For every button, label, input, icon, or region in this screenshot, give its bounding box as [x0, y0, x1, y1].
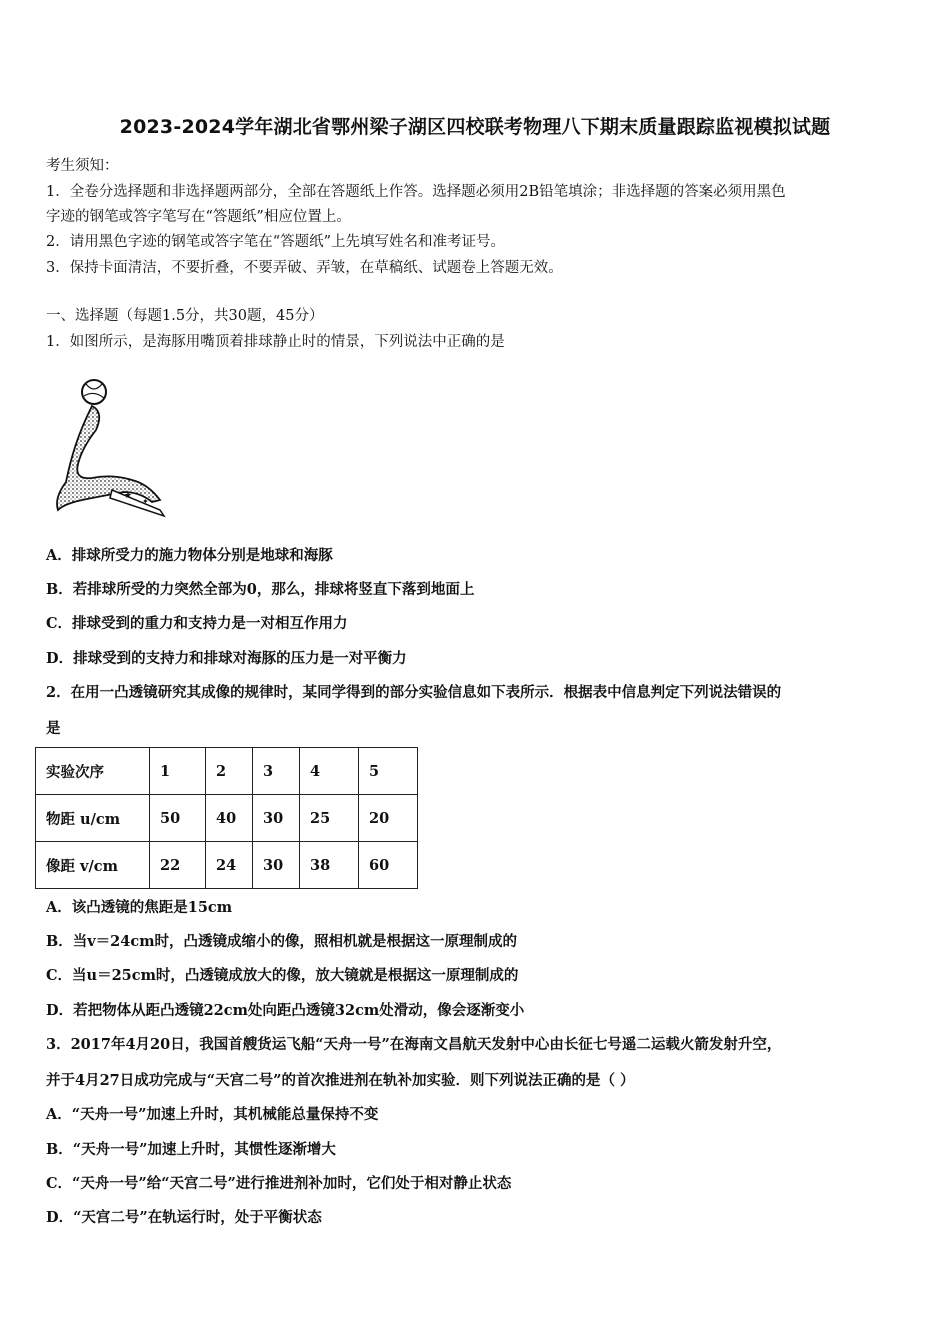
- table-cell: 像距 v/cm: [36, 842, 150, 889]
- table-cell: 20: [359, 795, 418, 842]
- q2-stem-line2: 是: [46, 720, 61, 737]
- q2-option-a: A．该凸透镜的焦距是15cm: [46, 899, 233, 916]
- section-heading: 一、选择题（每题1.5分，共30题，45分）: [46, 308, 324, 324]
- table-cell: 实验次序: [36, 748, 150, 795]
- table-row: [36, 795, 418, 842]
- page-title: 2023-2024学年湖北省鄂州梁子湖区四校联考物理八下期末质量跟踪监视模拟试题: [119, 116, 831, 138]
- table-cell: 22: [150, 842, 206, 889]
- q3-stem-line2: 并于4月27日成功完成与“天宫二号”的首次推进剂在轨补加实验．则下列说法正确的是（ ）: [46, 1072, 635, 1089]
- q3-option-d: D．“天宫二号”在轨运行时，处于平衡状态: [46, 1209, 322, 1226]
- table-row: [36, 842, 418, 889]
- table-cell: 3: [253, 748, 300, 795]
- table-cell: 5: [359, 748, 418, 795]
- table-cell: 物距 u/cm: [36, 795, 150, 842]
- table-cell: 40: [206, 795, 253, 842]
- q3-option-b: B．“天舟一号”加速上升时，其惯性逐渐增大: [46, 1141, 336, 1158]
- svg-text:✦: ✦: [142, 497, 149, 506]
- q3-option-a: A．“天舟一号”加速上升时，其机械能总量保持不变: [46, 1106, 379, 1123]
- q3-option-c: C．“天舟一号”给“天宫二号”进行推进剂补加时，它们处于相对静止状态: [46, 1175, 512, 1192]
- notice-item: 2．请用黑色字迹的钢笔或答字笔在“答题纸”上先填写姓名和准考证号。: [46, 234, 506, 250]
- notice-item: 3．保持卡面清洁，不要折叠，不要弄破、弄皱，在草稿纸、试题卷上答题无效。: [46, 260, 563, 276]
- svg-text:★: ★: [124, 491, 133, 501]
- lens-data-table: [35, 747, 418, 889]
- table-cell: 30: [253, 795, 300, 842]
- table-cell: 4: [300, 748, 359, 795]
- ball-icon: [82, 380, 106, 404]
- dolphin-ball-figure: [52, 372, 172, 522]
- table-cell: 30: [253, 842, 300, 889]
- table-row: [36, 748, 418, 795]
- q1-option-b: B．若排球所受的力突然全部为0，那么，排球将竖直下落到地面上: [46, 581, 475, 598]
- notice-item: 字迹的钢笔或答字笔写在“答题纸”相应位置上。: [46, 209, 351, 225]
- table-cell: 24: [206, 842, 253, 889]
- table-cell: 50: [150, 795, 206, 842]
- q3-stem-line1: 3．2017年4月20日，我国首艘货运飞船“天舟一号”在海南文昌航天发射中心由长征七号遥二运载火箭发射升空，: [46, 1036, 782, 1053]
- notice-heading: 考生须知：: [46, 158, 119, 174]
- q2-option-c: C．当u＝25cm时，凸透镜成放大的像，放大镜就是根据这一原理制成的: [46, 967, 519, 984]
- q1-option-a: A．排球所受力的施力物体分别是地球和海豚: [46, 547, 333, 564]
- notice-item: 1．全卷分选择题和非选择题两部分，全部在答题纸上作答。选择题必须用2B铅笔填涂；非选择题的答案必须用黑色: [46, 184, 786, 200]
- table-cell: 1: [150, 748, 206, 795]
- q1-option-c: C．排球受到的重力和支持力是一对相互作用力: [46, 615, 348, 632]
- table-cell: 38: [300, 842, 359, 889]
- q2-option-d: D．若把物体从距凸透镜22cm处向距凸透镜32cm处滑动，像会逐渐变小: [46, 1002, 525, 1019]
- q1-option-d: D．排球受到的支持力和排球对海豚的压力是一对平衡力: [46, 650, 407, 667]
- q2-option-b: B．当v＝24cm时，凸透镜成缩小的像，照相机就是根据这一原理制成的: [46, 933, 518, 950]
- table-cell: 2: [206, 748, 253, 795]
- table-cell: 60: [359, 842, 418, 889]
- q2-stem-line1: 2．在用一凸透镜研究其成像的规律时，某同学得到的部分实验信息如下表所示．根据表中信息判定下列说法错误的: [46, 684, 782, 701]
- dolphin-body: [57, 406, 160, 510]
- table-cell: 25: [300, 795, 359, 842]
- q1-stem: 1．如图所示，是海豚用嘴顶着排球静止时的情景，下列说法中正确的是: [46, 334, 505, 350]
